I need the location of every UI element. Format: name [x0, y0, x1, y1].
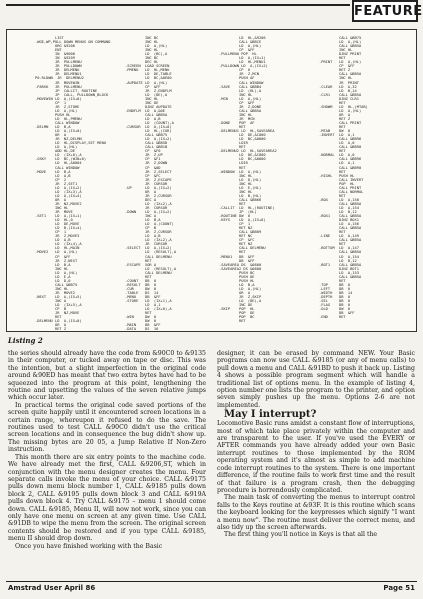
article-right-column	[217, 350, 415, 539]
article-left-column	[8, 350, 206, 550]
paragraph: The main task of converting the menus to interrupt control falls to the Keys routine at &93F. It is this routine which scans the keyboard looking for the keypresses which signify "I want a menu now". The routine must deliver the correct menu, and also tidy up the screen afterwards.	[217, 494, 415, 531]
code-listing	[6, 29, 417, 332]
listing-column-1: LIST .WGE,WP,PULL DOWN MENUS ON COMMAND ORG &9206 ENT IN &9000 IN &9209 JR PULLMENU JR PULLDOWN JR DELMENU JR DELMENU1 P0.RLDWN JR DELMENU2 JR MOVEWIN .PARSK JR PULLMENU JP CALLIT, ROUTINE JP CALL, PULLDOWN_BLOCK .MOVEWIN LD A,(IX+0) CP 1 JR Z,STORE LD A,(HL) PUSH HL LD HL,PMENU CALL WINDOW .DELMN LD B,A LD A,(IX+0) OR A JR NZ,DELMN LD HL,DISPLAY,SET MENU LD A,(HL) ADD HL,DE LD (IX+0),A .GSKY LD BC,(WIN+0) LD HL,&0004 CALL WINDOW .MOVE LD B,A LD A,B CP 2 JR Z,SET1 LD A,(IX+2) LD (IX+3),A LD A,(IX+4) OR A JR NZ,MOVE2 INC HL JR MOVE .SET1 LD A,(IX+1) LD HL,0 LD DE,MOVE LD B,(IX+4) CP 1 JR Z,MOVE3 LD A,B LD (IX+4),A LD HL,MAIN .MOVE2 LD A,(HL) CP &FF JR Z,NEXT LD B,A INC HL LD A,(HL) LD E,A LD D,0 CALL &BB75 INC HL JR MOVE2 .NEXT LD A,(IX+5) INC A LD (IX+5),A CP B JR NZ,MOVE RET .DELMENU LD A,(IX+0) OR A RET Z	[35, 36, 111, 332]
page-number: Page 51	[383, 584, 415, 592]
paragraph: In practical terms the original code saved portions of the screen quite happily until it encountered screen locations in a certain range, whereupon it refused to do the save. The routines used to test CALL &90C0 didn't use the critical screen locations and in consequence the bug didn't show up. The missing bytes are 20 05, a Jump Relative If Non-Zero instruction.	[8, 401, 206, 454]
paragraph: Locomotive Basic runs amidst a constant flow of interruptions, most of which take place privately within the computer and are transparent to the user. If you've used the EVERY or AFTER commands you have already added your own Basic interrupt routines to those implemented by the ROM operating system and it's almost as simple to add machine code interrupt routines to the system. There is one important difference, if the routine fails to work first time and the result of that failure is a program crash, then the debugging procedure is horrendously complicated.	[217, 420, 415, 494]
paragraph: Once you have finished working with the Basic	[15, 542, 163, 550]
magazine-issue: Amstrad User April 86	[8, 584, 96, 592]
footer-rule	[6, 581, 417, 582]
section-tag: FEATURE	[352, 0, 418, 22]
paragraph: The first thing you'll notice in Keys is that all the	[224, 531, 378, 539]
subheading: May I interrupt?	[224, 409, 317, 421]
listing-column-2: INC BC INC HL LD A,(HL) INC HL LD (BC),A INC BC DEC HL .SCREEN LOAD SCREEN .PMENU LD HL,MENU LD DE,TABLE LD BC,&0E00 .AUPDATE LD A,(HL) CP &FF JR Z,ENDFLM LD (DE),A INC HL INC DE DJNZ AUPDATE .ENDFLM LD A,&0E CALL &BB5A LD A,B LD (COUNT),A .CURSOR LD A,(IX+0) LD HL,(CUR) CALL &BB75 LD A,(IX+2) CALL &BB5D CALL &BB1B CP &F0 JR Z,UP CP &F1 JR Z,DOWN CP &0D JR Z,SELECT CP &FC JR Z,ESCAPE JR CURSOR .UP LD A,(IX+2) OR A JR Z,CURSOR DEC A LD (IX+2),A JR CURSOR .DOWN LD A,(IX+2) INC A LD B,A LD A,(COUNT) CP B JR Z,CURSOR LD A,B LD (IX+2),A JR CURSOR .SELECT LD A,(IX+2) LD (RESULT),A CALL DELMENU RET .ESCAPE XOR A LD (RESULT),A CALL DELMENU RET .COUNT DB 0 .RESULT DB 0 .CUR DW 0 .TABLE DS 14 .MENU DB &FF .STORE LD (IX+1),A LD A,1 LD (IX+0),A RET .WIN DW 0 DW 0 .MAIN DB &FF .DATA DS 16	[125, 36, 177, 332]
listing-column-4: CALL &BB75 LD A,(HL) CALL &BB5A INC HL DJNZ PRINT RET .PRINT LD A,(HL) CP &FF RET Z CALL &BB5A INC HL JR PRINT .CLEAR LD A,32 LD B,14 .CLR1 CALL &BB5A DJNZ CLR1 RET .SHOWM LD HL,(MTAB) LD A,(HL) OR A RET Z CALL PRINT RET .MTAB DW 0 .INVERT LD A,1 CALL &BB96 LD A,0 CALL &BB90 RET .NORMAL LD A,0 CALL &BB96 LD A,1 CALL &BB90 RET .HIGHL PUSH HL CALL INVERT POP HL CALL PRINT CALL NORMAL RET .BOX LD A,150 CALL &BB5A LD A,154 LD B,12 .BOX1 CALL &BB5A DJNZ BOX1 LD A,156 CALL &BB5A RET .LINE LD A,149 CALL &BB5A RET .BOTTOM LD A,147 CALL &BB5A LD A,154 LD B,12 .BOT1 CALL &BB5A DJNZ BOT1 LD A,153 CALL &BB5A RET .TOP DB 0 .LEFT DB 0 .WIDTH DB 14 .DEPTH DB 0 .SEL DB 0 .FLAG DB 0 .OLD DW 0 DB &FF .END RET	[319, 36, 368, 320]
listing-caption: Listing 2	[8, 336, 43, 345]
paragraph: designer, it can be erased by command NEW. Your Basic programs can now use CALL &9185 (or any of menu calls) to pull down a menu and CALL &91BD to push it back up. Listing 4 shows a possible program segment which will handle a traditional list of options menu. In the example of listing 4, option number one lists the program to the printer, and option seven simply pushes up the menu. Options 2-6 are not implemented.	[217, 350, 415, 409]
paragraph: the series should already have the code from &90C0 to &9135 in their computer, or tucked away on tape or disc. This was the intention, but a slight imperfection in the original code around &90ED has meant that two extra bytes have had to be squeezed into the program at this point, lengthening the routine and upsetting the values of the seven relative jumps which occur later.	[8, 350, 206, 402]
paragraph: This month there are six entry points to the machine code. We have already met the first, CALL &9206,ST, which in conjunction with the menu designer creates the menu. Four separate calls invoke the menu of your choice. CALL &9175 pulls down menu block number 1, CALL &9185 pulls down block 2, CALL &9195 pulls down block 3 and CALL &919A pulls down block 4. Try CALL &9175 – menu 1 should come down. CALL &9185, Menu II, will now not work, since you can only have one menu on screen at any given time. Use CALL &91DB to wipe the menu from the screen. The original screen contents should be restored and if you type CALL &9185, menu II should drop down.	[8, 453, 206, 543]
header-rule	[6, 4, 350, 6]
listing-column-3: LD HL,&9206 CALL &BBCE LD A,(HL) CP &FF .PULLMENU POP HL LD A,(IX+1) LD HL,MENU1 .PULLDOWN LD A,(IX+2) CP 0 JR Z,MCN PUSH AF CALL WINDOW .SAVE CALL &BBB4 LD (HL),A INC HL .MCN LD A,(HL) CP &FF JR Z,DONE CALL &BB5A INC HL JR MCN .DONE POP AF RET .DELMENU1 LD HL,SAVEAREA LD DE,&C000 LD BC,&0800 LDIR RET .DELMENU2 LD HL,SAVEAREA2 LD DE,&C800 LD BC,&0800 LDIR RET .WINDOW LD A,(HL) INC HL LD D,(HL) INC HL LD E,(HL) INC HL LD B,(HL) CALL &BB66 RET .CALLIT LD HL,(ROUTINE) JP (HL) .ROUTINE DW 0 .KEYS LD A,(IX+0) CP 1 RET NZ CALL &BB09 RET NC CP &FC RET NZ CALL DELMENU RET .MENU1 DB &FF DB &FF .SAVEAREA DS &0800 .SAVEAREA2 DS &0800 PUSH BC PUSH DE PUSH HL LD B,A LD A,(HL) OR A JR Z,SKIP LD (DE),A INC DE .SKIP POP HL POP DE POP BC RET	[219, 36, 277, 324]
